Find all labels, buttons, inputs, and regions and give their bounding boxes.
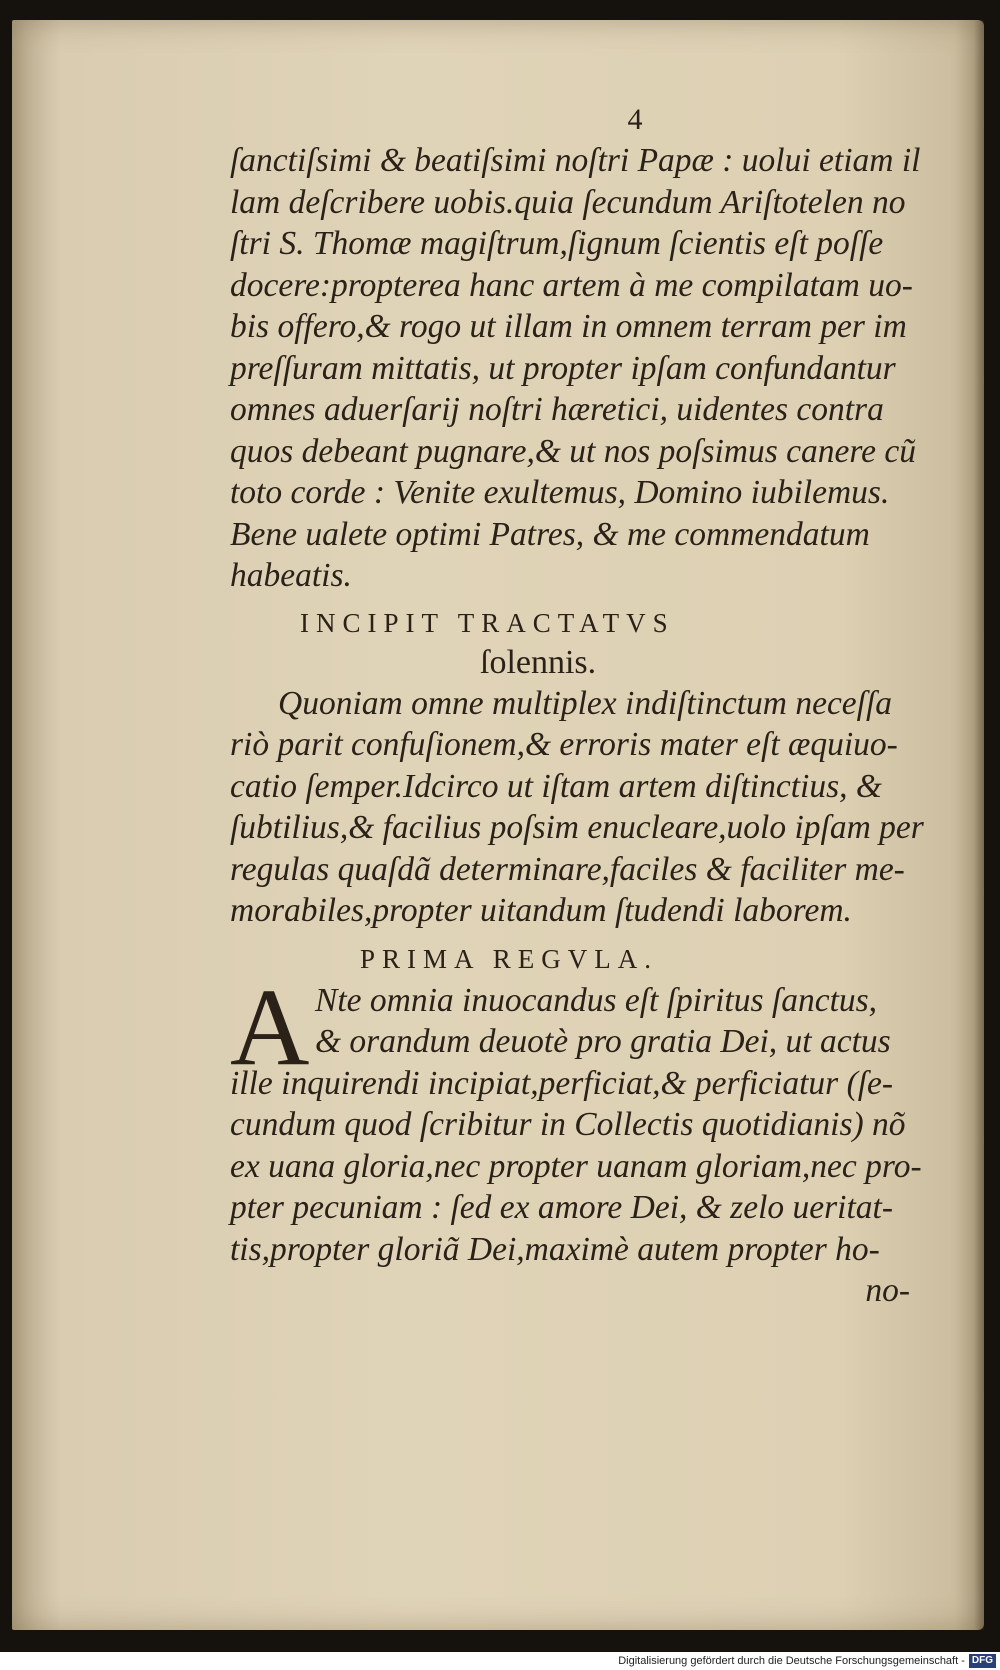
rule-heading: PRIMA REGVLA. — [360, 943, 659, 974]
text-line: toto corde : Venite exultemus, Domino iubilemus. — [230, 474, 890, 511]
text-line: regulas quaſdã determinare,faciles & faciliter me- — [230, 850, 905, 888]
digitization-footer — [0, 1652, 1000, 1670]
text-line: pter pecuniam : ſed ex amore Dei, & zelo ueritat- — [230, 1189, 893, 1226]
text-line: morabiles,propter uitandum ſtudendi laborem. — [230, 892, 852, 929]
incipit-subheading: ſolennis. — [480, 643, 597, 681]
text-line: habeatis. — [230, 557, 352, 594]
drop-capital: A — [230, 965, 310, 1088]
footer-text: Digitalisierung gefördert durch die Deutsche Forschungsgemeinschaft - — [618, 1655, 965, 1667]
text-line: bis offero,& rogo ut illam in omnem terram per im — [230, 308, 907, 345]
page-text-block — [230, 100, 930, 1312]
text-line: & orandum deuotè pro gratia Dei, ut actus — [315, 1023, 891, 1060]
text-line: ex uana gloria,nec propter uanam gloriam,nec pro- — [230, 1147, 922, 1185]
text-line: Quoniam omne multiplex indiſtinctum neceſſa — [278, 684, 893, 722]
dfg-logo: DFG — [969, 1654, 996, 1668]
opening-paragraph — [230, 683, 930, 932]
page-number: 4 — [627, 103, 643, 136]
incipit-heading: INCIPIT TRACTATVS — [300, 607, 675, 638]
text-line: lam deſcribere uobis.quia ſecundum Ariſtotelen no — [230, 183, 906, 221]
text-line: ille inquirendi incipiat,perficiat,& perficiatur (ſe- — [230, 1064, 894, 1102]
text-line: quos debeant pugnare,& ut nos poſsimus canere cũ — [230, 432, 917, 470]
text-line: riò parit confuſionem,& erroris mater eſt æquiuo- — [230, 726, 898, 763]
text-line: docere:propterea hanc artem à me compilatam uo- — [230, 266, 913, 304]
text-line: omnes aduerſarij noſtri hæretici, uidentes contra — [230, 391, 884, 428]
text-line: cundum quod ſcribitur in Collectis quotidianis) nõ — [230, 1106, 906, 1143]
text-line: tis,propter gloriã Dei,maximè autem propter ho- — [230, 1230, 880, 1268]
text-line: catio ſemper.Idcirco ut iſtam artem diſtinctius, & — [230, 767, 882, 805]
text-line: preſſuram mittatis, ut propter ipſam confundantur — [230, 349, 896, 387]
text-line: Nte omnia inuocandus eſt ſpiritus ſanctus, — [315, 981, 878, 1019]
catchword: no- — [865, 1272, 910, 1309]
text-line: ſanctiſsimi & beatiſsimi noſtri Papæ : uolui etiam il — [230, 142, 921, 179]
text-line: ſubtilius,& facilius poſsim enucleare,uolo ipſam per — [230, 809, 924, 846]
rule-paragraph — [230, 965, 930, 1271]
intro-paragraph — [230, 140, 930, 597]
text-line: Bene ualete optimi Patres, & me commendatum — [230, 515, 870, 553]
text-line: ſtri S. Thomæ magiſtrum,ſignum ſcientis eſt poſſe — [230, 225, 884, 262]
page-edge-shadow — [974, 20, 984, 1630]
